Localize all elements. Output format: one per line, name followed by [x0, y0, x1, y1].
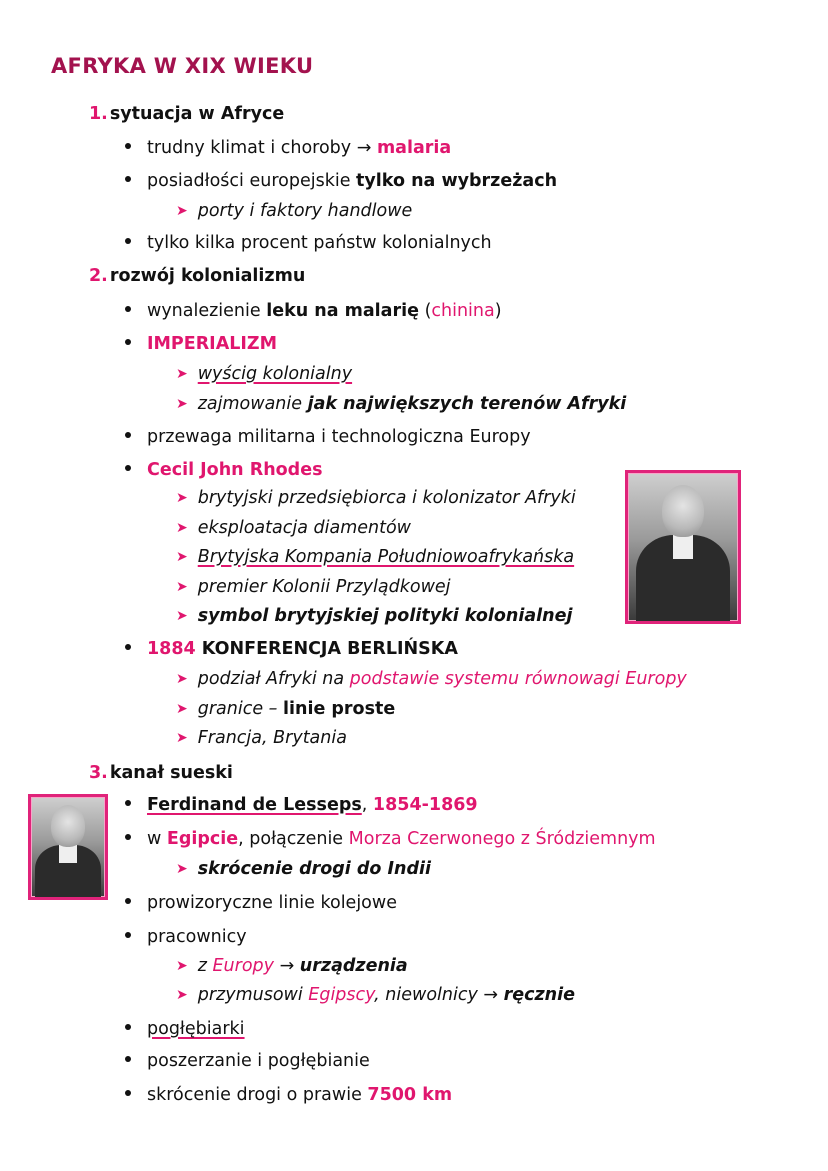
bullet-icon	[125, 176, 131, 182]
bullet-icon	[125, 306, 131, 312]
arrow-bullet-icon: ➤	[176, 396, 188, 412]
bullet-icon	[125, 143, 131, 149]
bullet-icon	[125, 432, 131, 438]
section-label: rozwój kolonializmu	[108, 266, 309, 286]
sub-list-item: ➤ granice – linie proste	[176, 699, 396, 719]
list-item: trudny klimat i choroby → malaria	[125, 136, 451, 160]
sub-list-item: ➤ premier Kolonii Przylądkowej	[176, 577, 451, 597]
list-item: skrócenie drogi o prawie 7500 km	[125, 1083, 452, 1107]
section-heading-2: 2. rozwój kolonializmu	[89, 264, 309, 288]
list-item: Cecil John Rhodes	[125, 458, 323, 482]
sub-list-item: ➤ przymusowi Egipscy, niewolnicy → ręcznie	[176, 985, 575, 1005]
arrow-bullet-icon: ➤	[176, 366, 188, 382]
bullet-icon	[125, 1024, 131, 1030]
arrow-bullet-icon: ➤	[176, 608, 188, 624]
arrow-bullet-icon: ➤	[176, 701, 188, 717]
sub-list-item: ➤ eksploatacja diamentów	[176, 518, 411, 538]
arrow-bullet-icon: ➤	[176, 203, 188, 219]
sub-list-item: ➤ podział Afryki na podstawie systemu równowagi Europy	[176, 669, 687, 689]
arrow-bullet-icon: ➤	[176, 490, 188, 506]
lesseps-portrait	[28, 794, 108, 900]
list-item: posiadłości europejskie tylko na wybrzeżach	[125, 169, 557, 193]
sub-list-item: ➤ Brytyjska Kompania Południowoafrykańska	[176, 547, 575, 567]
sub-list-item: ➤ skrócenie drogi do Indii	[176, 859, 432, 879]
arrow-bullet-icon: ➤	[176, 861, 188, 877]
arrow-bullet-icon: ➤	[176, 520, 188, 536]
list-item: Ferdinand de Lesseps, 1854-1869	[125, 793, 478, 817]
sub-list-item: ➤ brytyjski przedsiębiorca i kolonizator Afryki	[176, 488, 576, 508]
sub-list-item: ➤ z Europy → urządzenia	[176, 956, 408, 976]
bullet-icon	[125, 1056, 131, 1062]
bullet-icon	[125, 834, 131, 840]
bullet-icon	[125, 238, 131, 244]
section-label: sytuacja w Afryce	[108, 104, 288, 124]
bullet-icon	[125, 339, 131, 345]
list-item: IMPERIALIZM	[125, 332, 277, 356]
list-item: prowizoryczne linie kolejowe	[125, 891, 397, 915]
page-title: AFRYKA W XIX WIEKU	[51, 54, 314, 78]
list-item: pogłębiarki	[125, 1017, 245, 1041]
bullet-icon	[125, 644, 131, 650]
list-item: przewaga militarna i technologiczna Europy	[125, 425, 531, 449]
list-item: poszerzanie i pogłębianie	[125, 1049, 370, 1073]
section-label: kanał sueski	[108, 763, 237, 783]
sub-list-item: ➤ porty i faktory handlowe	[176, 201, 413, 221]
list-item: wynalezienie leku na malarię (chinina)	[125, 299, 502, 323]
arrow-bullet-icon: ➤	[176, 987, 188, 1003]
bullet-icon	[125, 898, 131, 904]
list-item: tylko kilka procent państw kolonialnych	[125, 231, 492, 255]
section-heading-1: 1. sytuacja w Afryce	[89, 102, 288, 126]
arrow-bullet-icon: ➤	[176, 579, 188, 595]
bullet-icon	[125, 800, 131, 806]
arrow-bullet-icon: ➤	[176, 549, 188, 565]
bullet-icon	[125, 465, 131, 471]
section-heading-3: 3. kanał sueski	[89, 761, 237, 785]
bullet-icon	[125, 1090, 131, 1096]
arrow-bullet-icon: ➤	[176, 671, 188, 687]
list-item: w Egipcie, połączenie Morza Czerwonego z Śródziemnym	[125, 827, 656, 851]
bullet-icon	[125, 932, 131, 938]
list-item: pracownicy	[125, 925, 247, 949]
arrow-bullet-icon: ➤	[176, 730, 188, 746]
rhodes-portrait	[625, 470, 741, 624]
sub-list-item: ➤ Francja, Brytania	[176, 728, 347, 748]
list-item: 1884 KONFERENCJA BERLIŃSKA	[125, 637, 458, 661]
sub-list-item: ➤ wyścig kolonialny	[176, 364, 353, 384]
sub-list-item: ➤ symbol brytyjskiej polityki kolonialnej	[176, 606, 573, 626]
arrow-bullet-icon: ➤	[176, 958, 188, 974]
sub-list-item: ➤ zajmowanie jak największych terenów Afryki	[176, 394, 627, 414]
